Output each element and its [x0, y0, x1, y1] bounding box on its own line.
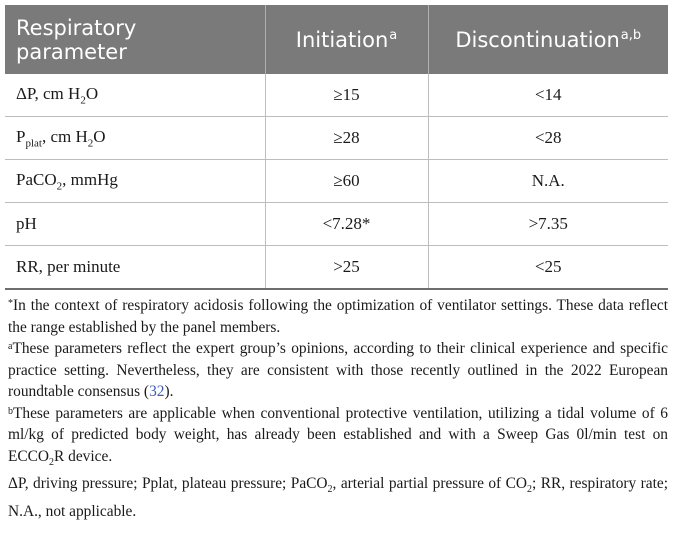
- param-subscript-2: 2: [87, 137, 94, 150]
- abbr-subscript-2: 2: [527, 484, 532, 496]
- footnote-star: [8, 295, 668, 338]
- footnote-star-mark: *: [8, 298, 13, 309]
- table-footnotes: [5, 295, 668, 522]
- footnote-a-mark: a: [8, 341, 13, 352]
- row-param-respiratory-rate: RR, per minute: [5, 246, 265, 290]
- header-discontinuation-footnote-mark: a,b: [620, 27, 642, 43]
- footnote-a-end: ).: [164, 383, 174, 400]
- param-tail-2: O: [93, 126, 106, 146]
- param-text: P: [16, 126, 26, 146]
- header-parameter-line1: Respiratory: [16, 15, 137, 40]
- footnote-b-text: These parameters are applicable when conventional protective ventilation, utilizing a tidal volume of 6 ml/kg of predicted body weight, has already been established and with a Sweep Gas 0l/min test on ECCO: [8, 404, 668, 465]
- row-initiation-value: ≥60: [265, 160, 428, 203]
- abbr-subscript-1: 2: [327, 484, 333, 496]
- row-discontinuation-value: N.A.: [428, 160, 668, 203]
- abbreviations-note: [8, 473, 668, 522]
- table-row: [5, 246, 668, 290]
- row-discontinuation-value: <25: [428, 246, 668, 290]
- row-discontinuation-value: <28: [428, 117, 668, 160]
- row-discontinuation-value: >7.35: [428, 203, 668, 246]
- row-discontinuation-value: <14: [428, 74, 668, 117]
- param-tail: O: [85, 83, 99, 103]
- abbr-part-3: ; RR, respiratory rate; N.A., not applicable.: [8, 475, 669, 520]
- reference-link[interactable]: 32: [149, 383, 165, 400]
- row-initiation-value: <7.28*: [265, 203, 428, 246]
- table-container: [5, 5, 668, 522]
- footnote-b: [8, 403, 668, 474]
- header-initiation-footnote-mark: a: [389, 27, 398, 43]
- footnote-b-mark: b: [8, 405, 13, 417]
- param-text: ΔP, cm H: [16, 83, 81, 103]
- table-row: [5, 203, 668, 246]
- row-param-plateau-pressure: [5, 117, 265, 160]
- footnote-star-text: In the context of respiratory acidosis following the optimization of ventilator settings. These data reflect the range established by the panel members.: [8, 297, 668, 336]
- param-tail: , mmHg: [62, 169, 118, 189]
- row-initiation-value: ≥15: [265, 74, 428, 117]
- header-initiation: [265, 5, 428, 74]
- row-initiation-value: ≥28: [265, 117, 428, 160]
- header-respiratory-parameter: [5, 5, 265, 74]
- param-subscript: plat: [25, 137, 42, 150]
- abbr-part-2: , arterial partial pressure of CO: [332, 475, 527, 493]
- row-initiation-value: >25: [265, 246, 428, 290]
- respiratory-parameters-table: [5, 5, 668, 290]
- param-tail: , cm H: [41, 126, 88, 146]
- footnote-b-end: R device.: [54, 447, 113, 465]
- row-param-driving-pressure: [5, 74, 265, 117]
- row-param-paco2: [5, 160, 265, 203]
- header-discontinuation: [428, 5, 668, 74]
- footnote-a-text: These parameters reflect the expert group’s opinions, according to their clinical experience and specific practice setting. Nevertheless, they are consistent with those recently outlined in the 2022 European roundtable consensus (: [8, 340, 668, 400]
- table-row: [5, 117, 668, 160]
- footnote-b-subscript: 2: [49, 456, 55, 468]
- abbr-part-1: ΔP, driving pressure; Pplat, plateau pressure; PaCO: [8, 475, 328, 493]
- param-text: PaCO: [16, 169, 57, 189]
- footnote-a: [8, 338, 668, 403]
- param-subscript: 2: [56, 180, 63, 193]
- table-header: [5, 5, 668, 74]
- table-row: [5, 160, 668, 203]
- param-subscript: 2: [80, 94, 86, 107]
- header-discontinuation-label: Discontinuation: [455, 27, 620, 52]
- table-row: [5, 74, 668, 117]
- table-body: [5, 74, 668, 289]
- header-initiation-label: Initiation: [295, 27, 389, 52]
- row-param-ph: pH: [5, 203, 265, 246]
- header-parameter-line2: parameter: [16, 39, 127, 64]
